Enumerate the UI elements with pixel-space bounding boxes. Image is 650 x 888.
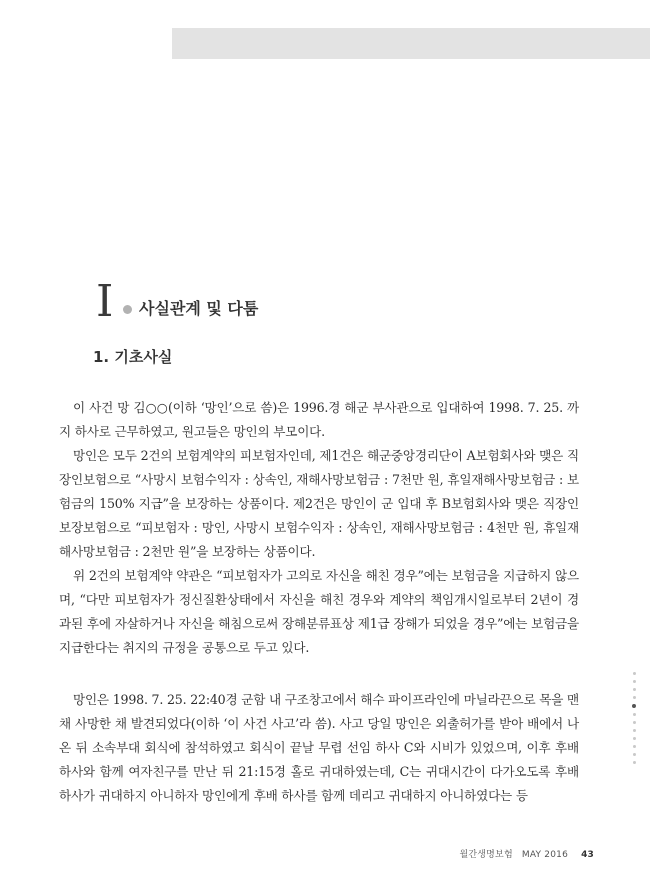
paragraph: 위 2건의 보험계약 약관은 “피보험자가 고의로 자신을 해친 경우”에는 보험금을 지급하지 않으며, “다만 피보험자가 정신질환상태에서 자신을 해친 경우와 계약의 책임개시일로부터 2년이 경과된 후에 자살하거나 자신을 해침으로써 장해분류표상 제1급 장해가 되었을 경우”에는 보험금을 지급한다는 취지의 규정을 공통으로 두고 있다.: [59, 568, 579, 655]
page-footer: [459, 847, 594, 860]
body-text-block-1: [59, 396, 579, 660]
paragraph: 망인은 1998. 7. 25. 22:40경 군함 내 구조창고에서 해수 파이프라인에 마닐라끈으로 목을 맨 채 사망한 채 발견되었다(이하 ‘이 사건 사고’라 씀). 사고 당일 망인은 외출허가를 받아 배에서 나온 뒤 소속부대 회식에 참석하였고 회식이 끝날 무렵 선임 하사 C와 시비가 있었으며, 이후 후배 하사와 함께 여자친구를 만난 뒤 21:15경 홀로 귀대하였는데, C는 귀대시간이 다가오도록 후배 하사가 귀대하지 아니하자 망인에게 후배 하사를 함께 데리고 귀대하지 아니하였다는 등: [59, 692, 579, 803]
page-indicator-dot: [633, 761, 636, 764]
page-indicator-dot: [633, 688, 636, 691]
magazine-name: 월간생명보험: [459, 850, 513, 860]
page-indicator-dot: [633, 696, 636, 699]
issue-date: MAY 2016: [521, 850, 568, 860]
page-indicator-dot: [633, 672, 636, 675]
page-indicator-dot: [633, 753, 636, 756]
page-indicator-dot-active: [632, 704, 636, 708]
paragraph: 이 사건 망 김○○(이하 ‘망인’으로 씀)은 1996.경 해군 부사관으로 입대하여 1998. 7. 25. 까지 하사로 근무하였고, 원고들은 망인의 부모이다.: [59, 400, 579, 439]
page-indicator-dot: [633, 713, 636, 716]
page-indicator: [631, 672, 637, 769]
page-indicator-dot: [633, 680, 636, 683]
section-numeral: I: [96, 276, 114, 327]
page-indicator-dot: [633, 729, 636, 732]
header-band: [172, 28, 650, 59]
section-bullet-icon: [123, 305, 132, 314]
subsection-title: 1. 기초사실: [93, 348, 173, 366]
page-indicator-dot: [633, 721, 636, 724]
page-indicator-dot: [633, 737, 636, 740]
page-indicator-dot: [633, 745, 636, 748]
paragraph: 망인은 모두 2건의 보험계약의 피보험자인데, 제1건은 해군중앙경리단이 A보험회사와 맺은 직장인보험으로 “사망시 보험수익자 : 상속인, 재해사망보험금 : 7천만 원, 휴일재해사망보험금 : 보험금의 150% 지급”을 보장하는 상품이다. 제2건은 망인이 군 입대 후 B보험회사와 맺은 직장인보장보험으로 “피보험자 : 망인, 사망시 보험수익자 : 상속인, 재해사망보험금 : 4천만 원, 휴일재해사망보험금 : 2천만 원”을 보장하는 상품이다.: [59, 448, 579, 559]
body-text-block-2: [59, 688, 579, 808]
section-title: 사실관계 및 다툼: [139, 299, 259, 318]
page-number: 43: [581, 850, 594, 860]
